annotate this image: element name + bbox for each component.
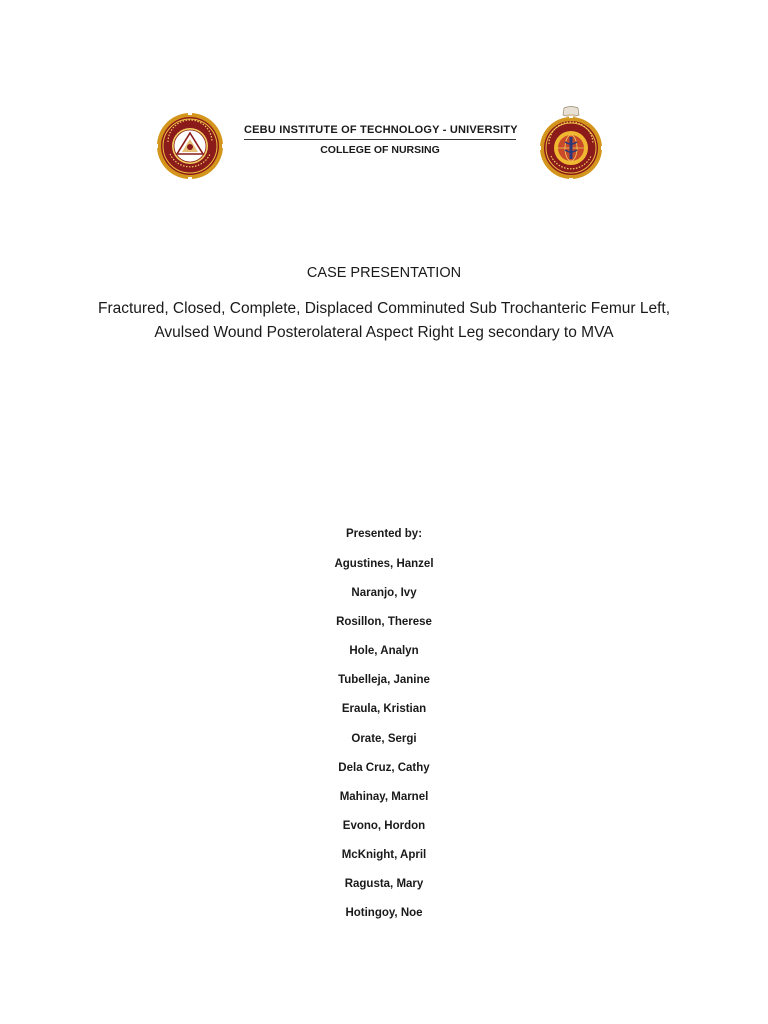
presenter-name: Naranjo, Ivy <box>351 587 417 600</box>
presenter-list <box>0 556 768 934</box>
university-name: CEBU INSTITUTE OF TECHNOLOGY - UNIVERSITY <box>244 124 518 136</box>
header-divider <box>244 139 516 140</box>
letterhead <box>244 124 516 156</box>
document-label: CASE PRESENTATION <box>306 265 462 281</box>
presenter-name: Evono, Hordon <box>342 819 426 832</box>
presenter-name: Orate, Sergi <box>351 732 417 745</box>
presenter-name: Hotingoy, Noe <box>345 907 423 920</box>
presenter-name: Tubelleja, Janine <box>338 674 430 687</box>
presenter-name: Agustines, Hanzel <box>334 558 434 570</box>
presenter-name: Ragusta, Mary <box>344 878 424 891</box>
case-title: Fractured, Closed, Complete, Displaced Comminuted Sub Trochanteric Femur Left, Avulsed Wound Posterolateral Aspect Right Leg secondary to MVA <box>97 300 671 341</box>
presenter-name: Hole, Analyn <box>349 645 419 658</box>
presenters-heading: Presented by: <box>345 528 423 540</box>
presenter-name: Dela Cruz, Cathy <box>338 761 430 774</box>
university-seal-icon <box>154 112 226 180</box>
presenter-name: McKnight, April <box>341 848 427 861</box>
college-name: COLLEGE OF NURSING <box>320 144 440 156</box>
nursing-college-seal-icon <box>534 106 608 180</box>
presenter-name: Eraula, Kristian <box>341 703 427 716</box>
presenter-name: Mahinay, Marnel <box>339 790 429 803</box>
presenter-name: Rosillon, Therese <box>336 616 432 629</box>
